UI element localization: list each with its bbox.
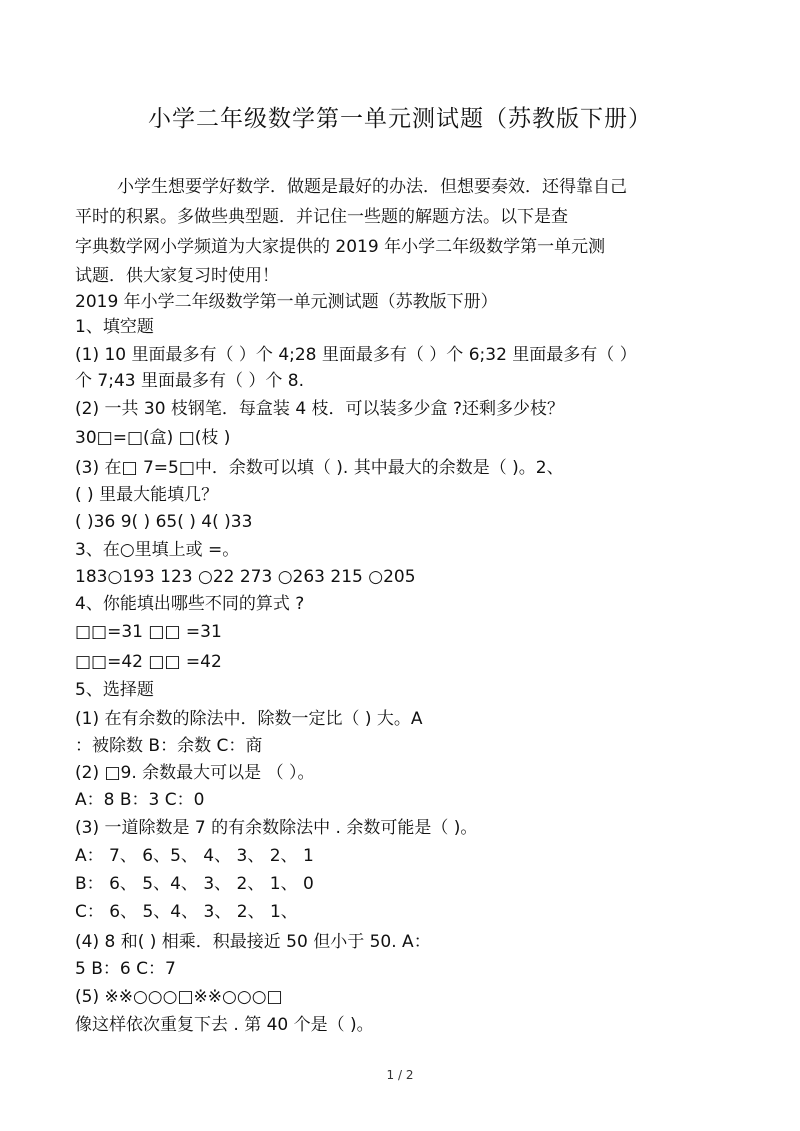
question-line: ( ) 里最大能填几？: [75, 485, 219, 505]
question-line: (1) 在有余数的除法中．除数一定比（ ) 大。A: [75, 709, 423, 729]
subtitle: 2019 年小学二年级数学第一单元测试题（苏教版下册）: [75, 292, 498, 312]
question-line: ( )36 9( ) 65( ) 4( )33: [75, 512, 253, 532]
option-line: A： 7、 6、5、 4、 3、 2、 1: [75, 846, 314, 866]
question-line: A：8 B：3 C：0: [75, 790, 205, 810]
option-line: C： 6、 5、4、 3、 2、 1、: [75, 902, 298, 922]
question-line: 个 7;43 里面最多有（ ）个 8.: [75, 371, 305, 391]
section-heading: 4、你能填出哪些不同的算式 ?: [75, 594, 305, 614]
document-title: 小学二年级数学第一单元测试题（苏教版下册）: [148, 106, 652, 132]
page-number: 1 / 2: [386, 1068, 414, 1082]
question-line: (4) 8 和( ) 相乘．积最接近 50 但小于 50. A：: [75, 932, 431, 952]
question-line: □□=42 □□ =42: [75, 652, 222, 672]
question-line: (3) 在□ 7=5□中．余数可以填（ ). 其中最大的余数是（ )。2、: [75, 458, 564, 478]
option-line: B： 6、 5、4、 3、 2、 1、 0: [75, 874, 314, 894]
question-line: 183○193 123 ○22 273 ○263 215 ○205: [75, 567, 416, 587]
question-line: ：被除数 B：余数 C：商: [75, 736, 263, 756]
question-line: □□=31 □□ =31: [75, 622, 222, 642]
question-line: (1) 10 里面最多有（ ）个 4;28 里面最多有（ ）个 6;32 里面最多有（ ）: [75, 345, 637, 365]
section-heading: 1、填空题: [75, 317, 154, 337]
intro-line: 试题．供大家复习时使用！: [75, 266, 279, 286]
section-heading: 5、选择题: [75, 680, 154, 700]
intro-line: 字典数学网小学频道为大家提供的 2019 年小学二年级数学第一单元测: [75, 237, 606, 257]
question-line: 30□=□(盒) □(枝 ): [75, 428, 231, 448]
intro-line: 小学生想要学好数学．做题是最好的办法．但想要奏效．还得靠自己: [117, 177, 627, 197]
question-line: (3) 一道除数是 7 的有余数除法中 . 余数可能是（ )。: [75, 818, 478, 838]
question-line: (2) 一共 30 枝钢笔．每盒装 4 枝．可以装多少盒 ?还剩多少枝？: [75, 399, 564, 419]
question-line: (5) ※※○○○□※※○○○□: [75, 987, 283, 1007]
question-line: 5 B：6 C：7: [75, 959, 176, 979]
question-line: (2) □9. 余数最大可以是 （ ）。: [75, 763, 315, 783]
intro-line: 平时的积累。多做些典型题．并记住一些题的解题方法。以下是查: [75, 207, 568, 227]
question-line: 像这样依次重复下去 . 第 40 个是（ )。: [75, 1015, 374, 1035]
section-heading: 3、在○里填上或 =。: [75, 540, 240, 560]
